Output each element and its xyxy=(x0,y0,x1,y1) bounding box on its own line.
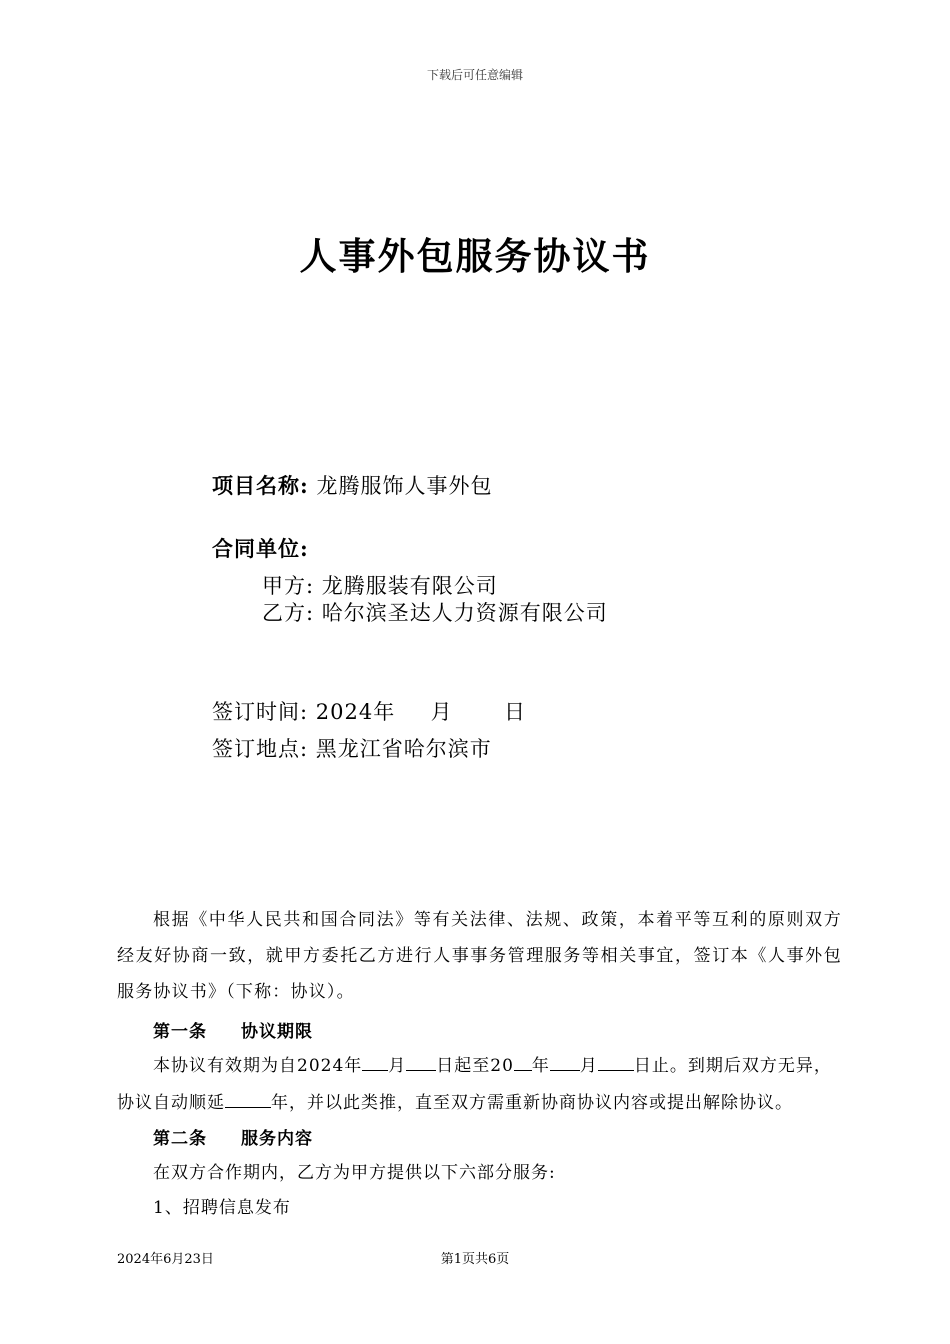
blank-field xyxy=(362,1053,388,1071)
blank-field xyxy=(225,1090,271,1108)
article-1-text-b: 月 xyxy=(388,1056,407,1076)
article-1-line-1 xyxy=(153,1051,832,1076)
project-row xyxy=(212,470,492,500)
sign-time-day: 日 xyxy=(503,700,526,724)
article-1-text-c: 日起至20 xyxy=(436,1056,514,1076)
article-1-text-g: 协议自动顺延 xyxy=(117,1093,225,1113)
article-1-number: 第一条 xyxy=(153,1022,207,1042)
footer-date: 2024年6月23日 xyxy=(117,1252,214,1267)
article-1-text-a: 本协议有效期为自2024年 xyxy=(153,1056,363,1076)
article-2-title: 服务内容 xyxy=(241,1129,313,1149)
sign-time-year: 2024年 xyxy=(315,700,396,724)
intro-paragraph: 根据《中华人民共和国合同法》等有关法律、法规、政策，本着平等互利的原则双方经友好协商一致，就甲方委托乙方进行人事事务管理服务等相关事宜，签订本《人事外包服务协议书》（下称：协议）。 xyxy=(117,910,842,1002)
footer-page-number: 第1页共6页 xyxy=(440,1252,510,1267)
article-1-heading xyxy=(153,1017,313,1042)
sign-time-row xyxy=(212,696,526,726)
header-note: 下载后可任意编辑 xyxy=(426,68,523,82)
sign-time-label: 签订时间: xyxy=(212,700,309,724)
blank-field xyxy=(598,1053,634,1071)
party-a: 甲方: 龙腾服装有限公司 xyxy=(262,574,498,598)
sign-place: 签订地点: 黑龙江省哈尔滨市 xyxy=(212,737,492,761)
article-1-text-e: 月 xyxy=(579,1056,598,1076)
article-1-title: 协议期限 xyxy=(241,1022,313,1042)
article-2-heading xyxy=(153,1124,313,1149)
article-2-text: 在双方合作期内，乙方为甲方提供以下六部分服务: xyxy=(153,1163,556,1183)
blank-field xyxy=(550,1053,580,1071)
project-value: 龙腾服饰人事外包 xyxy=(316,474,493,498)
contract-label: 合同单位: xyxy=(212,536,309,561)
service-item-1: 1、招聘信息发布 xyxy=(153,1198,291,1218)
article-1-text-f: 日止。到期后双方无异， xyxy=(633,1056,832,1076)
article-2-number: 第二条 xyxy=(153,1129,207,1149)
party-b: 乙方: 哈尔滨圣达人力资源有限公司 xyxy=(262,601,608,625)
article-1-text-h: 年，并以此类推，直至双方需重新协商协议内容或提出解除协议。 xyxy=(271,1093,793,1113)
article-1-line-2 xyxy=(117,1088,793,1113)
blank-field xyxy=(406,1053,436,1071)
project-label: 项目名称: xyxy=(212,473,309,498)
sign-time-month: 月 xyxy=(430,700,453,724)
document-title: 人事外包服务协议书 xyxy=(299,234,651,278)
blank-field xyxy=(514,1053,532,1071)
article-1-text-d: 年 xyxy=(531,1056,550,1076)
